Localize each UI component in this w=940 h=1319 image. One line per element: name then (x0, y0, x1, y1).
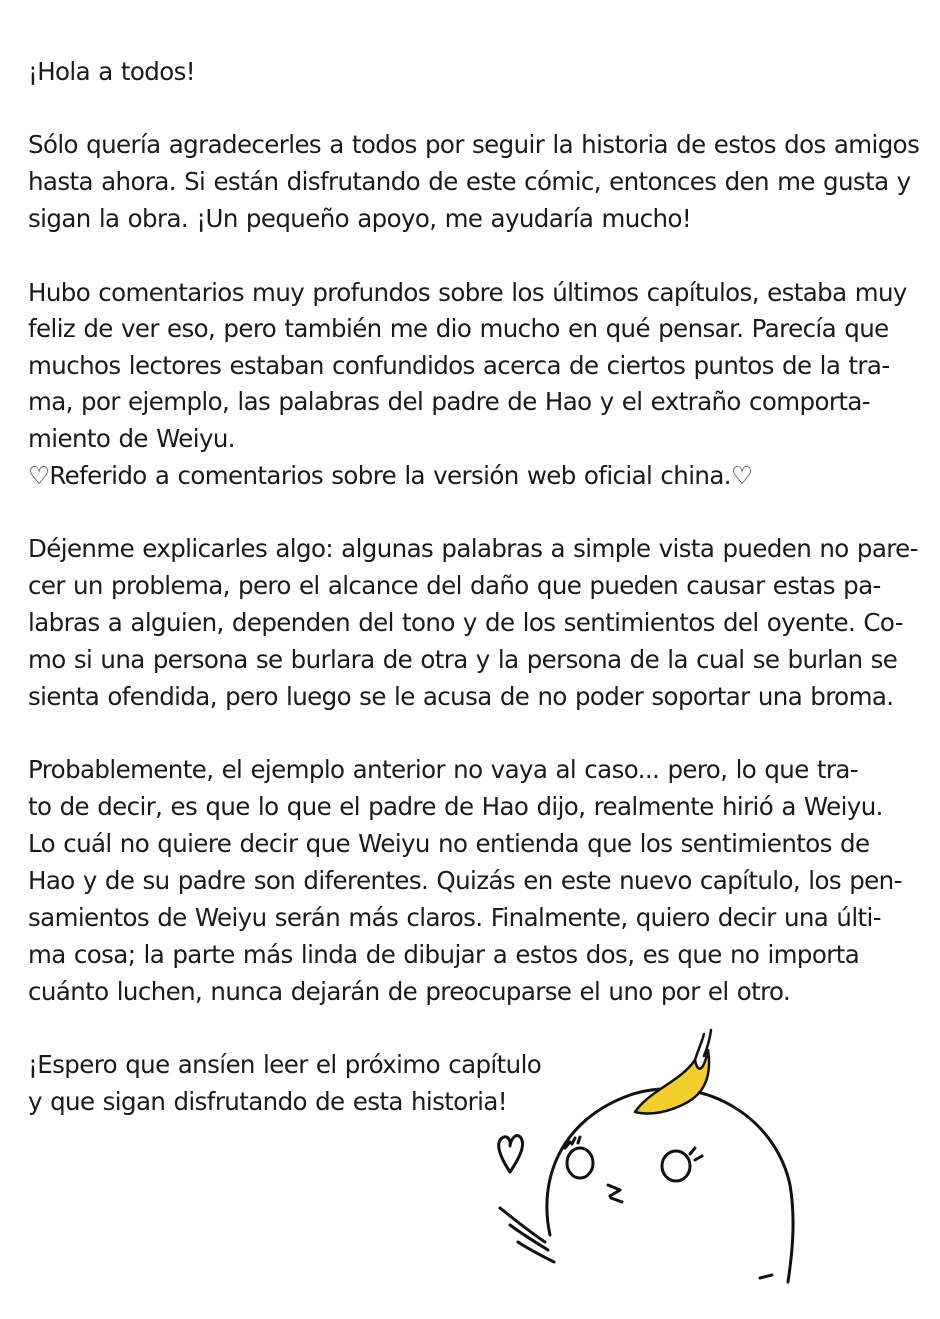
chick-illustration (490, 1020, 820, 1290)
paragraph-4-line-4: Hao y de su padre son diferentes. Quizás en este nuevo capítulo, los pen- (28, 866, 902, 895)
paragraph-1-line-3: sigan la obra. ¡Un pequeño apoyo, me ayudaría mucho! (28, 204, 692, 233)
paragraph-2-line-5: miento de Weiyu. (28, 424, 235, 453)
chick-eye-right (662, 1151, 690, 1181)
paragraph-4-line-2: to de decir, es que lo que el padre de Hao dijo, realmente hirió a Weiyu. (28, 792, 883, 821)
paragraph-4-line-3: Lo cuál no quiere decir que Weiyu no entienda que los sentimientos de (28, 829, 870, 858)
chick-eye-left (567, 1148, 593, 1178)
closing-line-2: y que sigan disfrutando de esta historia! (28, 1087, 507, 1116)
closing-line-1: ¡Espero que ansíen leer el próximo capítulo (28, 1050, 542, 1079)
paragraph-2-line-3: muchos lectores estaban confundidos acerca de ciertos puntos de la tra- (28, 351, 890, 380)
paragraph-3-line-5: sienta ofendida, pero luego se le acusa de no poder soportar una broma. (28, 682, 894, 711)
paragraph-3-line-4: mo si una persona se burlara de otra y la persona de la cual se burlan se (28, 645, 898, 674)
paragraph-4-line-7: cuánto luchen, nunca dejarán de preocuparse el uno por el otro. (28, 977, 791, 1006)
chick-body-outline (547, 1089, 793, 1282)
chick-beak (608, 1185, 622, 1202)
footnote: ♡Referido a comentarios sobre la versión web oficial china.♡ (28, 461, 753, 490)
paragraph-1-line-2: hasta ahora. Si están disfrutando de este cómic, entonces den me gusta y (28, 167, 911, 196)
paragraph-1-line-1: Sólo quería agradecerles a todos por seguir la historia de estos dos amigos (28, 130, 920, 159)
paragraph-4-line-1: Probablemente, el ejemplo anterior no vaya al caso... pero, lo que tra- (28, 755, 859, 784)
paragraph-4-line-6: ma cosa; la parte más linda de dibujar a estos dos, es que no importa (28, 940, 860, 969)
paragraph-2-line-1: Hubo comentarios muy profundos sobre los últimos capítulos, estaba muy (28, 278, 907, 307)
paragraph-3-line-3: labras a alguien, dependen del tono y de los sentimientos del oyente. Co- (28, 608, 903, 637)
chick-tuft (635, 1050, 709, 1114)
paragraph-3-line-2: cer un problema, pero el alcance del daño que pueden causar estas pa- (28, 571, 881, 600)
heart-icon (499, 1136, 523, 1172)
paragraph-3-line-1: Déjenme explicarles algo: algunas palabras a simple vista pueden no pare- (28, 534, 918, 563)
paragraph-2-line-2: feliz de ver eso, pero también me dio mucho en qué pensar. Parecía que (28, 314, 889, 343)
paragraph-2-line-4: ma, por ejemplo, las palabras del padre de Hao y el extraño comporta- (28, 387, 871, 416)
paragraph-4-line-5: samientos de Weiyu serán más claros. Finalmente, quiero decir una últi- (28, 903, 881, 932)
greeting: ¡Hola a todos! (28, 57, 195, 86)
